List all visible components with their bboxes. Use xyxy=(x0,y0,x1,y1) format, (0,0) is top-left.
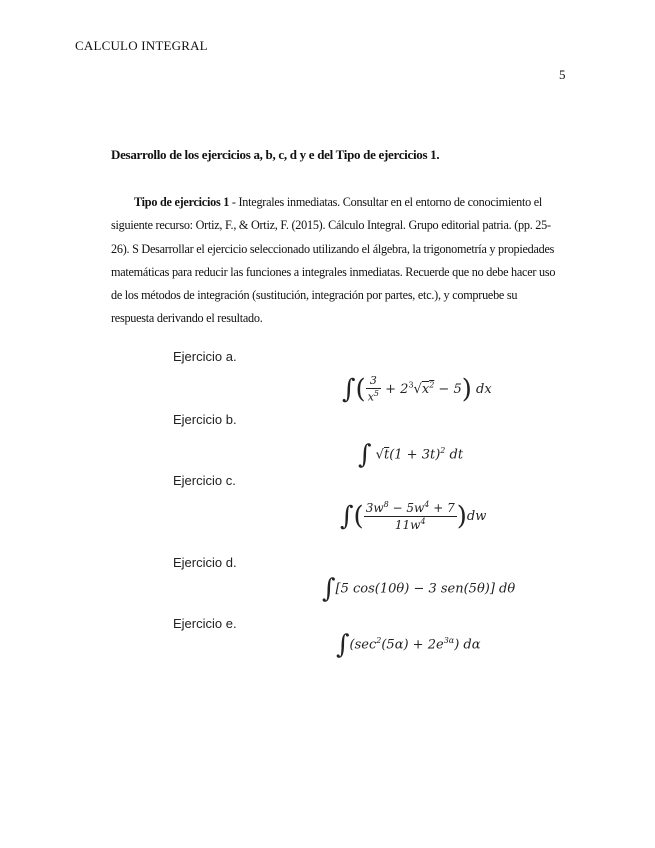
exercise-b-label: Ejercicio b. xyxy=(173,412,237,427)
exercise-a-integral: ∫( $\frac{3}{x^5}$ + $2^3√x^2 - 5$) dx xyxy=(342,374,492,405)
exercise-e-label: Ejercicio e. xyxy=(173,616,237,631)
exercise-d-integral: ∫[5 cos(10θ) − 3 sen(5θ)] dθ xyxy=(322,574,516,604)
page-number: 5 xyxy=(559,67,566,82)
paragraph-bold-lead: Tipo de ejercicios 1 xyxy=(134,195,230,209)
section-title: Desarrollo de los ejercicios a, b, c, d y e del Tipo de ejercicios 1. xyxy=(111,147,440,162)
instructions-paragraph xyxy=(111,191,556,331)
exercise-d-label: Ejercicio d. xyxy=(173,555,237,570)
exercise-a-label: Ejercicio a. xyxy=(173,349,237,364)
paragraph-body: - Integrales inmediatas. Consultar en el entorno de conocimiento el siguiente recurso: Ortiz, F., & Ortiz, F. (2015). Cálculo Integral. Grupo editorial patria. (pp. 25-26). S Desarrollar el ejercicio seleccionado utilizando el álgebra, la trigonometría y propiedades matemáticas para reducir las funciones a integrales inmediatas. Recuerde que no debe hacer uso de los métodos de integración (sustitución, integración por partes, etc.), y compruebe su respuesta derivando el resultado. xyxy=(111,195,556,326)
exercise-e-integral: $\int(\sec^2(5\alpha) + 2e^{3\alpha})$ dα xyxy=(336,630,481,660)
exercise-c-integral: ∫( $\frac{3w^8 - 5w^4 + 7}{11w^4}$ )dw xyxy=(340,500,487,532)
exercise-b-integral: ∫ $√t(1 + 3t)^2$ dt xyxy=(358,440,464,470)
exercise-c-label: Ejercicio c. xyxy=(173,473,236,488)
running-header: CALCULO INTEGRAL xyxy=(75,38,208,53)
